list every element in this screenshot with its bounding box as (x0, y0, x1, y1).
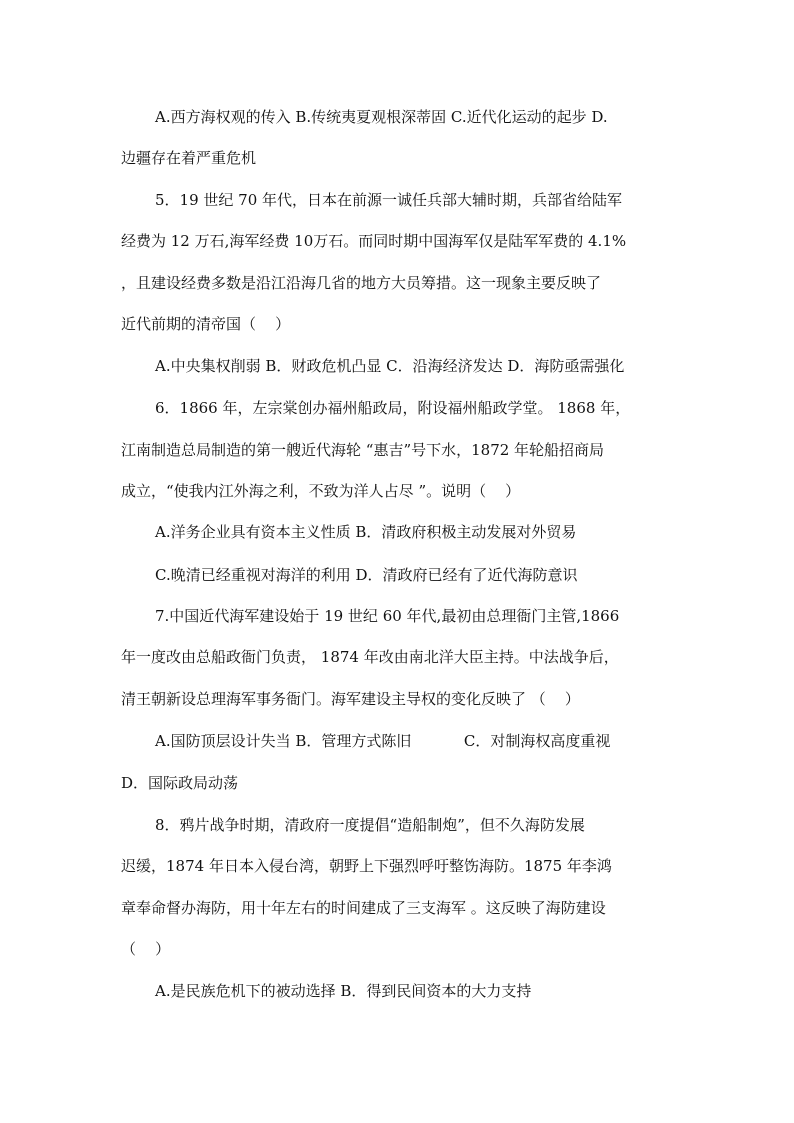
option-line-q4: A.西方海权观的传入 B.传统夷夏观根深蒂固 C.近代化运动的起步 D. (155, 108, 608, 126)
option-line-q4-cont: 边疆存在着严重危机 (121, 149, 257, 167)
question-7-options-1: A.国防顶层设计失当 B．管理方式陈旧 C．对制海权高度重视 (155, 732, 611, 750)
question-8-answer-blank: （ ） (121, 940, 171, 958)
question-7-stem: 7.中国近代海军建设始于 19 世纪 60 年代,最初由总理衙门主管,1866 (155, 607, 620, 625)
question-6-options-2: C.晚清已经重视对海洋的利用 D．清政府已经有了近代海防意识 (155, 566, 578, 584)
question-5-stem: 5．19 世纪 70 年代，日本在前源一诚任兵部大辅时期，兵部省给陆军 (155, 191, 623, 209)
question-5-stem-line-3: ，且建设经费多数是沿江沿海几省的地方大员筹措。这一现象主要反映了 (121, 274, 602, 292)
question-8-stem: 8．鸦片战争时期，清政府一度提倡“造船制炮”，但不久海防发展 (155, 816, 585, 834)
question-7-stem-line-2: 年一度改由总船政衙门负责， 1874 年改由南北洋大臣主持。中法战争后， (121, 648, 619, 666)
question-6-stem-line-3: 成立，“使我内江外海之利，不致为洋人占尽 ”。说明（ ） (121, 482, 521, 500)
question-6-stem-line-2: 江南制造总局制造的第一艘近代海轮 “惠吉”号下水，1872 年轮船招商局 (121, 441, 605, 459)
question-6-stem: 6．1866 年，左宗棠创办福州船政局，附设福州船政学堂。 1868 年， (155, 399, 631, 417)
question-5-stem-line-4: 近代前期的清帝国（ ） (121, 315, 291, 333)
question-7-options-2: D．国际政局动荡 (121, 774, 239, 792)
question-8-stem-line-2: 迟缓，1874 年日本入侵台湾，朝野上下强烈呼吁整饬海防。1875 年李鸿 (121, 857, 612, 875)
question-7-stem-line-3: 清王朝新设总理海军事务衙门。海军建设主导权的变化反映了 （ ） (121, 690, 580, 708)
question-8-options: A.是民族危机下的被动选择 B．得到民间资本的大力支持 (155, 982, 532, 1000)
question-5-stem-line-2: 经费为 12 万石,海军经费 10万石。而同时期中国海军仅是陆军军费的 4.1% (121, 232, 627, 250)
question-8-stem-line-3: 章奉命督办海防，用十年左右的时间建成了三支海军 。这反映了海防建设 (121, 899, 606, 917)
question-5-options: A.中央集权削弱 B．财政危机凸显 C．沿海经济发达 D．海防亟需强化 (155, 357, 625, 375)
question-6-options-1: A.洋务企业具有资本主义性质 B．清政府积极主动发展对外贸易 (155, 523, 577, 541)
